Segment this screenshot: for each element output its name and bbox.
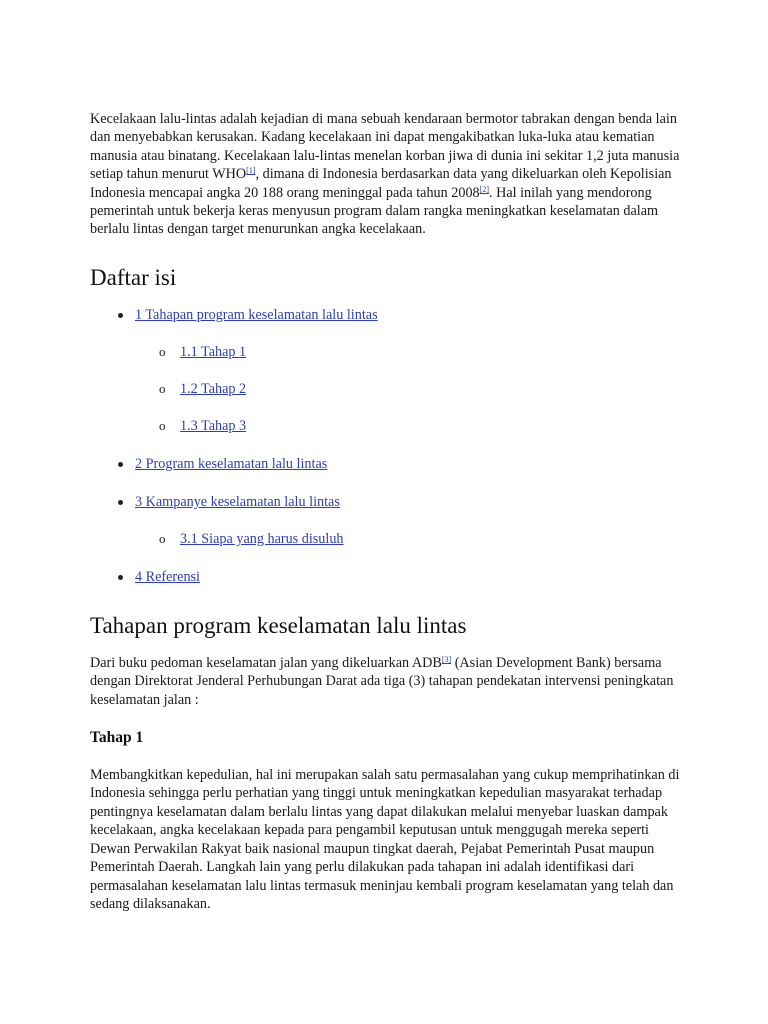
circle-bullet-icon: o — [159, 417, 166, 433]
intro-text-2: , dimana di Indonesia berdasarkan data yang dikeluarkan oleh Kepolisian Indonesia mencapai angka 20 188 orang meninggal pada tahun 2008 — [90, 166, 672, 201]
document-page — [90, 110, 690, 913]
toc-item-2 — [90, 455, 690, 473]
toc-link-4[interactable]: 4 Referensi — [135, 568, 201, 585]
intro-text-3: . Hal inilah yang mendorong pemerintah untuk bekerja keras menyusun program dalam rangka meningkatkan keselamatan dalam berlalu lintas dengan target menurunkan angka kecelakaan. — [90, 184, 659, 238]
table-of-contents — [90, 306, 690, 586]
bullet-dot-icon — [118, 500, 123, 505]
toc-item-3 — [90, 493, 690, 511]
toc-link-3[interactable]: 3 Kampanye keselamatan lalu lintas — [135, 493, 340, 510]
circle-bullet-icon: o — [159, 343, 166, 359]
toc-heading: Daftar isi — [90, 264, 177, 290]
toc-link-3-1[interactable]: 3.1 Siapa yang harus disuluh — [180, 530, 344, 547]
intro-text-1: Kecelakaan lalu-lintas adalah kejadian di mana sebuah kendaraan bermotor tabrakan dengan benda lain dan menyebabkan kerusakan. Kadang kecelakaan ini dapat mengakibatkan luka-luka atau kematian manusia atau binatang. Kecelakaan lalu-lintas menelan korban jiwa di dunia ini sekitar 1,2 juta manusia setiap tahun menurut WHO — [90, 111, 680, 183]
tahap1-paragraph: Membangkitkan kepedulian, hal ini merupakan salah satu permasalahan yang cukup memprihatinkan di Indonesia sehingga perlu perhatian yang tinggi untuk meningkatkan kepedulian masyarakat terhadap pentingnya keselamatan dalam berlalu lintas yang dapat dilakukan melalui menyebar luaskan dampak kecelakaan, angka kecelakaan kepada para pengambil keputusan untuk menggugah mereka seperti Dewan Perwakilan Rakyat baik nasional maupun tingkat daerah, Pejabat Pemerintah Pusat maupun Pemerintah Daerah. Langkah lain yang perlu dilakukan pada tahapan ini adalah identifikasi dari permasalahan keselamatan lalu lintas termasuk meninjau kembali program keselamatan yang telah dan sedang dilaksanakan. — [90, 767, 680, 912]
circle-bullet-icon: o — [159, 530, 166, 546]
bullet-dot-icon — [118, 462, 123, 467]
reference-link-2[interactable]: [2] — [479, 184, 489, 194]
reference-link-1[interactable]: [1] — [246, 166, 256, 176]
section-intro-text-1: Dari buku pedoman keselamatan jalan yang dikeluarkan ADB — [90, 654, 442, 671]
toc-item-4 — [90, 568, 690, 586]
toc-link-2[interactable]: 2 Program keselamatan lalu lintas — [135, 455, 328, 472]
intro-paragraph — [90, 110, 690, 239]
section-intro-text-2: (Asian Development Bank) bersama dengan Direktorat Jenderal Perhubungan Darat ada tiga (3) tahapan pendekatan intervensi peningkatan keselamatan jalan : — [90, 654, 674, 708]
subheading-tahap-1: Tahap 1 — [90, 729, 144, 747]
toc-link-1[interactable]: 1 Tahapan program keselamatan lalu lintas — [135, 306, 378, 323]
bullet-dot-icon — [118, 313, 123, 318]
toc-item-1-3 — [90, 417, 690, 435]
toc-link-1-3[interactable]: 1.3 Tahap 3 — [180, 417, 247, 434]
toc-item-3-1 — [90, 530, 690, 548]
toc-link-1-1[interactable]: 1.1 Tahap 1 — [180, 343, 247, 360]
toc-link-1-2[interactable]: 1.2 Tahap 2 — [180, 380, 247, 397]
circle-bullet-icon: o — [159, 380, 166, 396]
section-intro-paragraph — [90, 654, 690, 709]
toc-item-1 — [90, 306, 690, 324]
reference-link-3[interactable]: [3] — [441, 654, 452, 664]
toc-item-1-2 — [90, 380, 690, 398]
toc-item-1-1 — [90, 343, 690, 361]
section-heading-tahapan: Tahapan program keselamatan lalu lintas — [90, 612, 467, 638]
bullet-dot-icon — [118, 575, 123, 580]
